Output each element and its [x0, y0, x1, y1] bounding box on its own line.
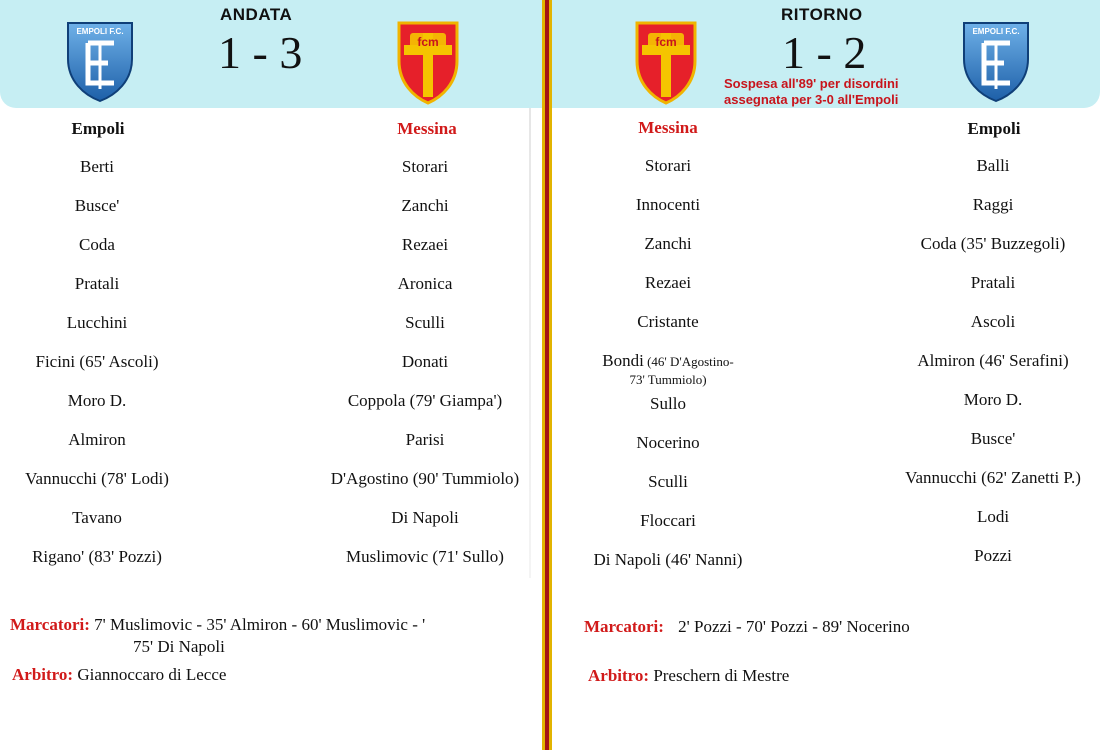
list-item: Coda (35' Buzzegoli) — [920, 234, 1066, 253]
list-item: Busce' — [970, 429, 1016, 448]
ritorno-away-team: Empoli — [967, 119, 1021, 138]
list-item: Almiron — [68, 430, 126, 449]
list-item: Tavano — [72, 508, 122, 527]
scorers-line: 7' Muslimovic - 35' Almiron - 60' Muslimovic - ' — [94, 615, 426, 634]
list-item: Berti — [80, 157, 114, 176]
svg-text:fcm: fcm — [417, 35, 439, 49]
list-item — [576, 350, 760, 393]
ritorno-score: 1 - 2 — [782, 27, 867, 78]
ritorno-referee — [588, 665, 789, 687]
ritorno-title: RITORNO — [781, 5, 863, 24]
andata-home-lineup — [0, 156, 194, 585]
list-item: Innocenti — [635, 195, 701, 214]
ritorno-home-lineup — [576, 155, 760, 393]
referee-label: Arbitro: — [12, 665, 74, 684]
center-divider — [542, 0, 552, 750]
list-item: Moro D. — [67, 391, 127, 410]
ritorno-home-lineup-cont — [576, 393, 760, 588]
list-item: Di Napoli (46' Nanni) — [593, 550, 743, 569]
referee-label: Arbitro: — [588, 666, 650, 685]
scorers-line: 2' Pozzi - 70' Pozzi - 89' Nocerino — [678, 617, 910, 636]
scorers-label: Marcatori: — [584, 617, 664, 636]
list-item: Balli — [976, 156, 1010, 175]
list-item: Sullo — [650, 394, 686, 413]
ritorno-suspension-note — [724, 76, 899, 108]
list-item: Sculli — [405, 313, 445, 332]
empoli-crest-icon — [960, 19, 1032, 108]
svg-text:EMPOLI F.C.: EMPOLI F.C. — [76, 27, 124, 36]
list-item: Cristante — [637, 312, 699, 331]
andata-away-team: Messina — [397, 119, 457, 138]
list-item: Sculli — [648, 472, 688, 491]
list-item: Zanchi — [644, 234, 692, 253]
list-item: Raggi — [972, 195, 1014, 214]
list-item: Coppola (79' Giampa') — [347, 391, 503, 410]
referee-name: Giannoccaro di Lecce — [77, 665, 227, 684]
list-item: Di Napoli — [391, 508, 459, 527]
list-item: Moro D. — [963, 390, 1023, 409]
list-item: Zanchi — [401, 196, 449, 215]
list-item: Ascoli — [970, 312, 1016, 331]
list-item: Vannucchi (62' Zanetti P.) — [905, 468, 1081, 487]
list-item: Storari — [401, 157, 449, 176]
player-subs: (46' D'Agostino- — [643, 354, 734, 369]
andata-referee — [12, 664, 226, 686]
list-item: Ficini (65' Ascoli) — [35, 352, 159, 371]
svg-text:fcm: fcm — [655, 35, 677, 49]
list-item: Vannucchi (78' Lodi) — [25, 469, 169, 488]
list-item: Storari — [644, 156, 692, 175]
list-item: Aronica — [397, 274, 453, 293]
andata-panel — [0, 0, 542, 750]
list-item: Rezaei — [401, 235, 449, 254]
list-item: Lodi — [976, 507, 1010, 526]
andata-scorers-cont: 75' Di Napoli — [133, 637, 225, 656]
note-line: assegnata per 3-0 all'Empoli — [724, 92, 899, 107]
list-item: Almiron (46' Serafini) — [917, 351, 1069, 370]
messina-crest-icon — [396, 19, 460, 110]
ritorno-home-team: Messina — [638, 118, 698, 137]
list-item: Lucchini — [66, 313, 128, 332]
andata-home-team: Empoli — [71, 119, 125, 138]
andata-away-lineup — [312, 156, 538, 585]
list-item: Pratali — [970, 273, 1016, 292]
messina-crest-icon — [634, 19, 698, 110]
player-subs: 73' Tummiolo) — [629, 372, 707, 387]
list-item: Donati — [401, 352, 449, 371]
player-name: Bondi — [602, 351, 644, 370]
list-item: Coda — [79, 235, 115, 254]
list-item: Pratali — [74, 274, 120, 293]
ritorno-panel — [552, 0, 1100, 750]
andata-scorers — [10, 614, 480, 636]
empoli-crest-icon — [64, 19, 136, 108]
list-item: Busce' — [74, 196, 120, 215]
list-item: Floccari — [640, 511, 696, 530]
list-item: Pozzi — [974, 546, 1012, 565]
svg-text:EMPOLI F.C.: EMPOLI F.C. — [972, 27, 1020, 36]
list-item: D'Agostino (90' Tummiolo) — [330, 469, 520, 488]
scorers-label: Marcatori: — [10, 615, 90, 634]
list-item: Rezaei — [644, 273, 692, 292]
referee-name: Preschern di Mestre — [653, 666, 790, 685]
list-item: Muslimovic (71' Sullo) — [346, 547, 504, 566]
list-item: Nocerino — [636, 433, 700, 452]
andata-title: ANDATA — [220, 5, 293, 24]
ritorno-away-lineup — [882, 155, 1100, 584]
list-item: Parisi — [405, 430, 445, 449]
list-item: Rigano' (83' Pozzi) — [32, 547, 162, 566]
andata-score: 1 - 3 — [218, 27, 303, 78]
note-line: Sospesa all'89' per disordini — [724, 76, 899, 91]
ritorno-scorers — [584, 616, 910, 638]
